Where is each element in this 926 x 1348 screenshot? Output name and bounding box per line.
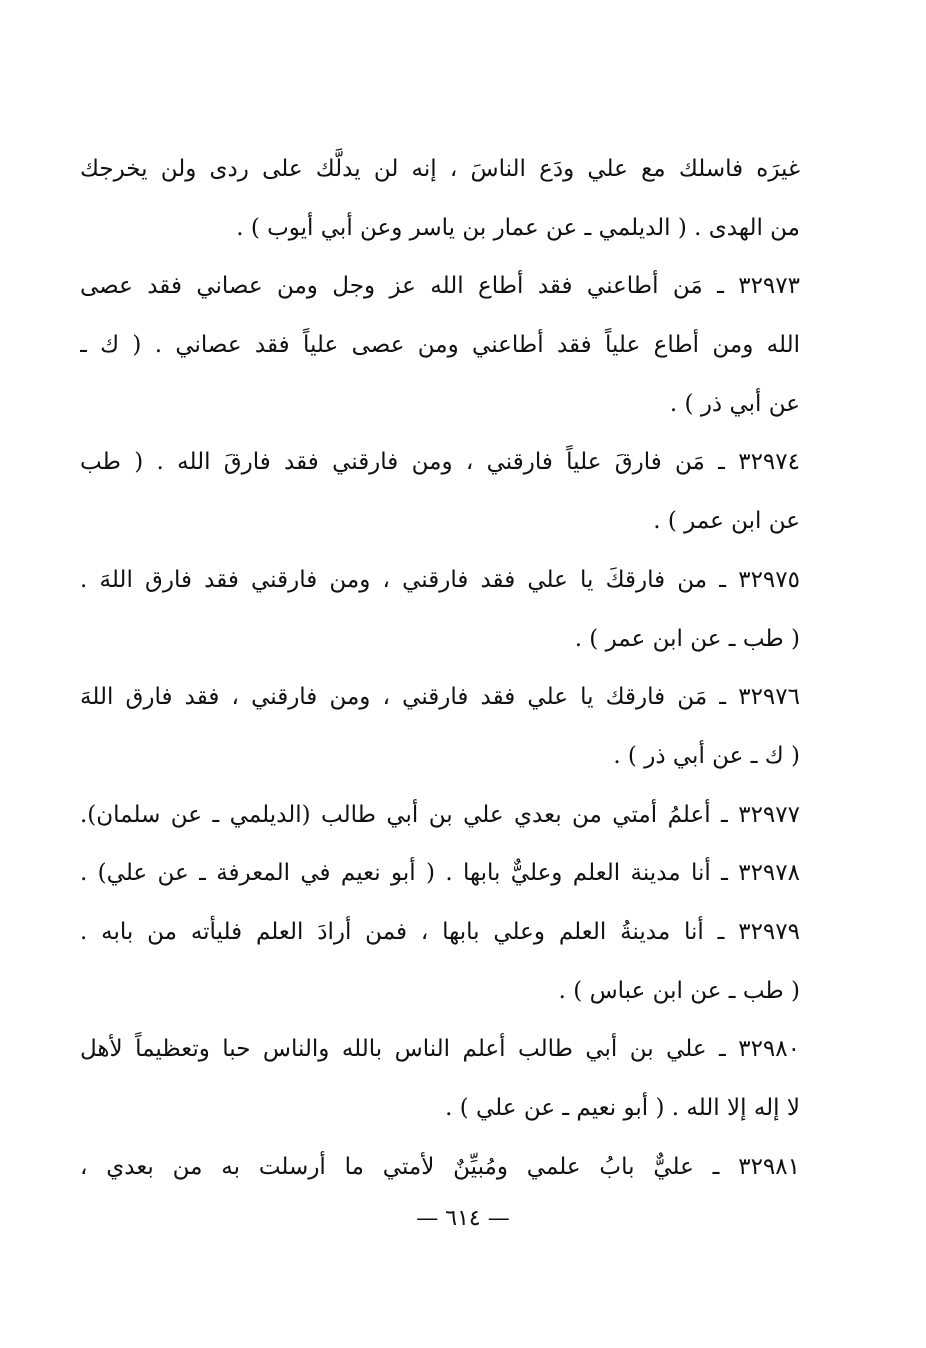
text-line: الله ومن أطاع علياً فقد أطاعني ومن عصى علياً فقد عصاني . ( ك ـ xyxy=(80,332,800,359)
text-line: ( ك ـ عن أبي ذر ) . xyxy=(613,742,800,769)
text-line: عن ابن عمر ) . xyxy=(653,508,800,535)
text-line: ( طب ـ عن ابن عباس ) . xyxy=(558,977,800,1004)
text-line: ٣٢٩٧٩ ـ أنا مدينةُ العلم وعلي بابها ، فمن أرادَ العلم فليأته من بابه . xyxy=(80,918,800,945)
text-line: من الهدى . ( الديلمي ـ عن عمار بن ياسر وعن أبي أيوب ) . xyxy=(236,214,800,241)
page-number: — ٦١٤ — xyxy=(416,1206,510,1231)
body-text xyxy=(80,140,800,1196)
text-line: ٣٢٩٧٨ ـ أنا مدينة العلم وعليٌّ بابها . ( أبو نعيم في المعرفة ـ عن علي) . xyxy=(80,860,800,887)
text-line: لا إله إلا الله . ( أبو نعيم ـ عن علي ) . xyxy=(445,1095,800,1121)
text-line: ٣٢٩٨٠ ـ علي بن أبي طالب أعلم الناس بالله والناس حبا وتعظيماً لأهل xyxy=(80,1036,800,1063)
text-line: ( طب ـ عن ابن عمر ) . xyxy=(574,625,800,652)
text-line: ٣٢٩٨١ ـ عليٌّ بابُ علمي ومُبيِّنٌ لأمتي ما أرسلت به من بعدي ، xyxy=(80,1153,800,1180)
text-line: ٣٢٩٧٥ ـ من فارقكَ يا علي فقد فارقني ، ومن فارقني فقد فارق اللهَ . xyxy=(80,566,800,593)
text-line: عن أبي ذر ) . xyxy=(669,390,800,417)
text-line: ٣٢٩٧٧ ـ أعلمُ أمتي من بعدي علي بن أبي طالب (الديلمي ـ عن سلمان). xyxy=(80,801,800,828)
text-line: ٣٢٩٧٤ ـ مَن فارقَ علياً فارقني ، ومن فارقني فقد فارقَ الله . ( طب xyxy=(80,449,800,476)
text-line: ٣٢٩٧٣ ـ مَن أطاعني فقد أطاع الله عز وجل ومن عصاني فقد عصى xyxy=(80,273,800,300)
text-line: غيرَه فاسلك مع علي ودَع الناسَ ، إنه لن يدلَّك على ردى ولن يخرجك xyxy=(80,156,800,182)
text-line: ٣٢٩٧٦ ـ مَن فارقك يا علي فقد فارقني ، ومن فارقني ، فقد فارق اللهَ xyxy=(80,684,800,711)
